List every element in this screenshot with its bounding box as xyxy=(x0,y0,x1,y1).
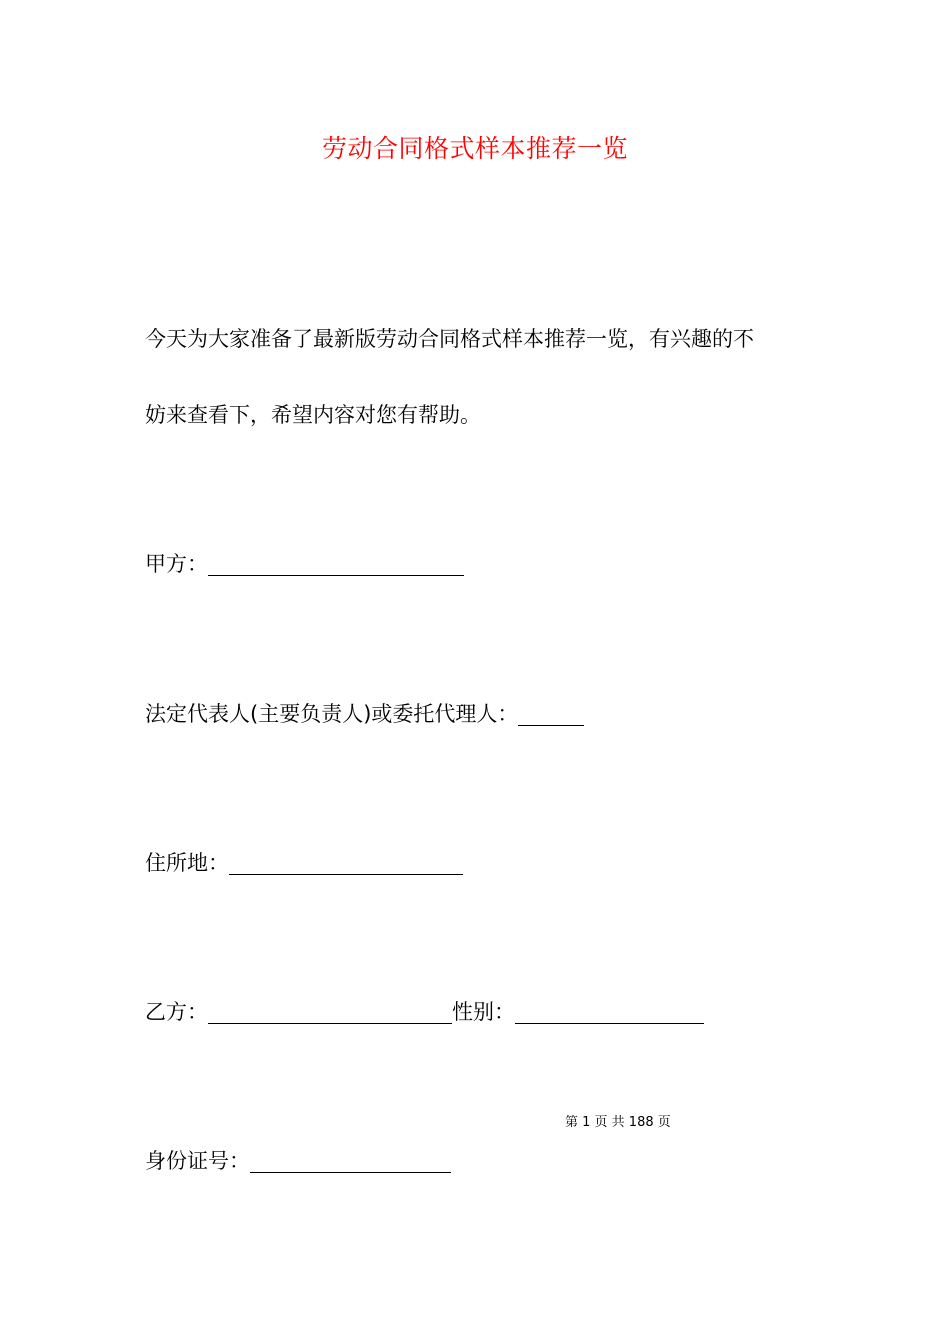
gender-label: 性别： xyxy=(452,1000,515,1024)
party-b-label: 乙方： xyxy=(145,1000,208,1024)
intro-line-2: 妨来查看下，希望内容对您有帮助。 xyxy=(145,403,481,427)
address-label: 住所地： xyxy=(145,851,229,875)
id-number-field xyxy=(145,1146,451,1176)
party-b-blank xyxy=(208,999,452,1024)
legal-rep-field xyxy=(145,699,584,729)
gender-blank xyxy=(515,999,704,1024)
intro-line-1: 今天为大家准备了最新版劳动合同格式样本推荐一览，有兴趣的不 xyxy=(145,327,754,351)
legal-rep-label: 法定代表人(主要负责人)或委托代理人： xyxy=(145,702,519,726)
address-field xyxy=(145,848,463,878)
page-footer: 第 1 页 共 188 页 xyxy=(565,1115,671,1130)
party-a-field xyxy=(145,549,464,579)
party-b-field xyxy=(145,997,704,1027)
legal-rep-blank xyxy=(518,701,584,726)
party-a-blank xyxy=(208,551,464,576)
party-a-label: 甲方： xyxy=(145,552,208,576)
address-blank xyxy=(229,850,463,875)
document-title: 劳动合同格式样本推荐一览 xyxy=(321,134,628,163)
id-number-label: 身份证号： xyxy=(145,1149,250,1173)
id-number-blank xyxy=(250,1148,451,1173)
